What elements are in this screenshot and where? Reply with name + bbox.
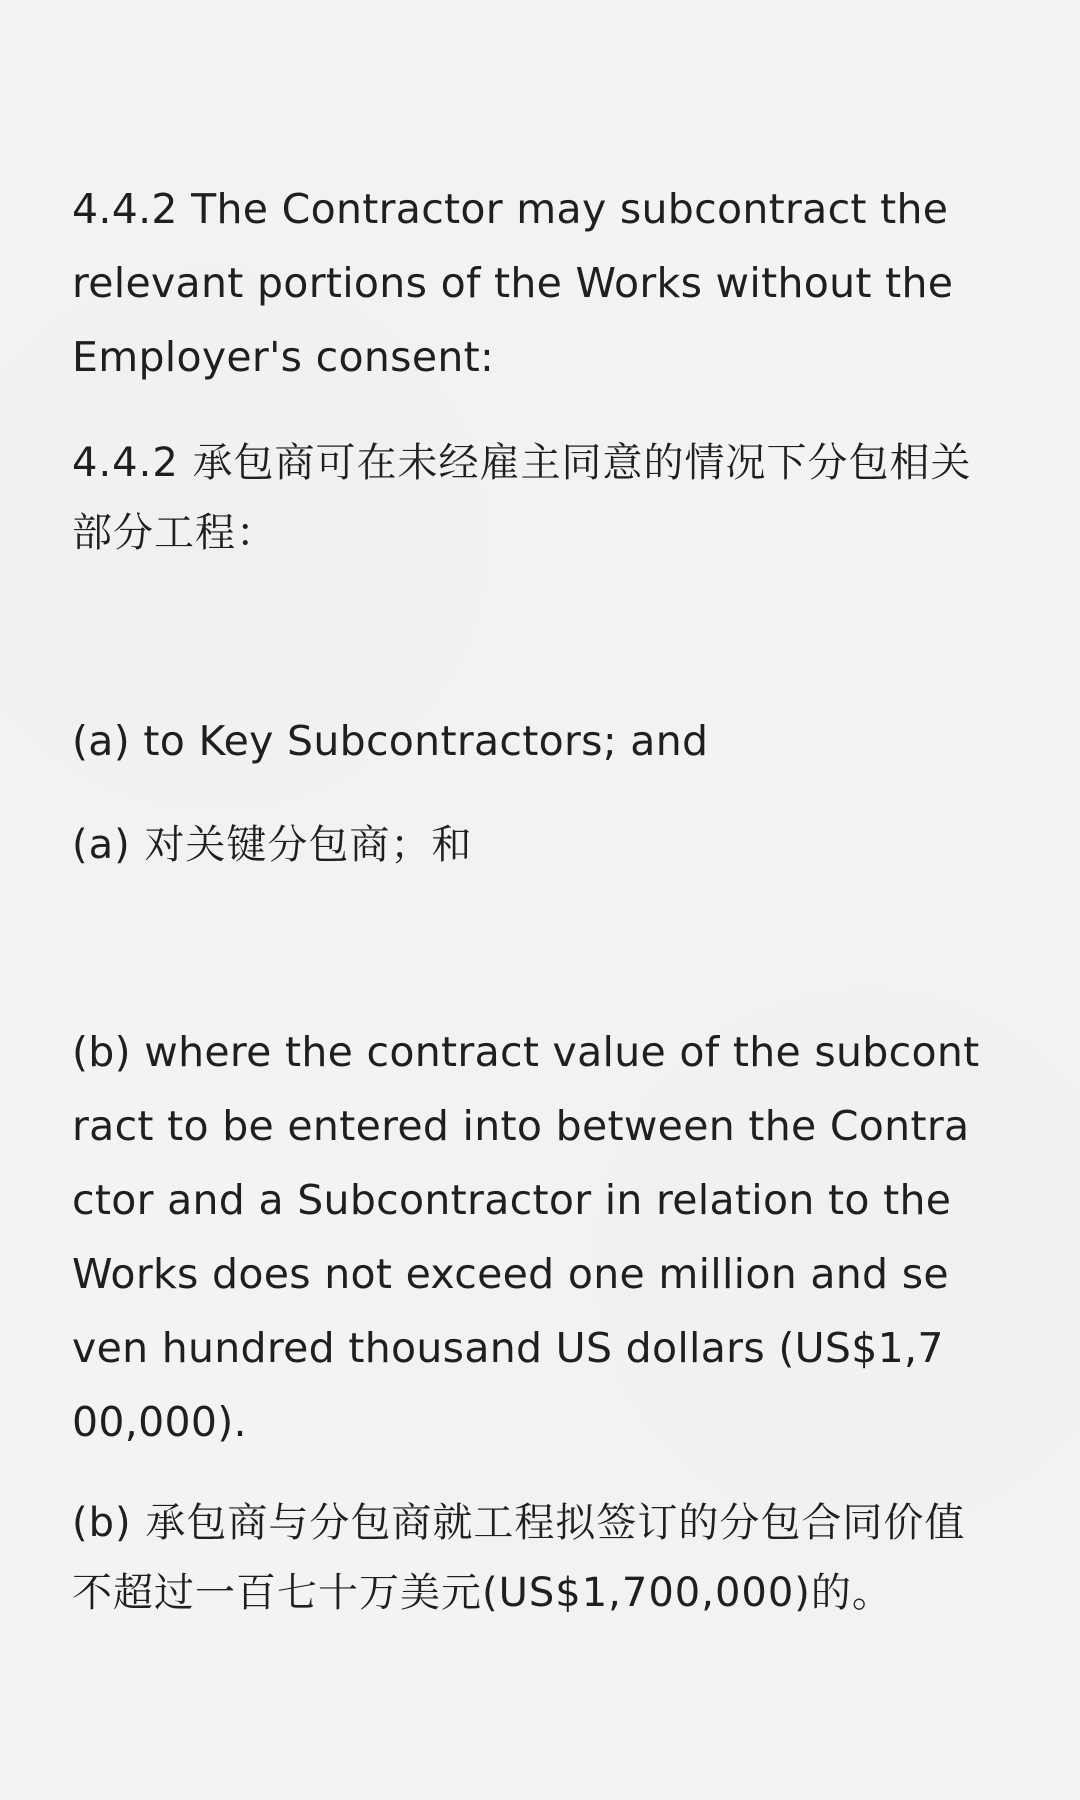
text-line: 不超过一百七十万美元(US$1,700,000)的。: [72, 1570, 893, 1616]
text-line: (b) where the contract value of the subcont: [72, 1028, 980, 1076]
text-line: 部分工程：: [72, 510, 277, 556]
text-line: (a) to Key Subcontractors; and: [72, 717, 709, 765]
text-line: relevant portions of the Works without the: [72, 259, 954, 307]
text-line: 4.4.2 The Contractor may subcontract the: [72, 185, 949, 233]
document-page: [72, 0, 1008, 1800]
text-line: 4.4.2 承包商可在未经雇主同意的情况下分包相关: [72, 440, 972, 486]
text-line: (a) 对关键分包商；和: [72, 822, 473, 868]
item-a-chinese: [72, 810, 1008, 880]
text-line: 00,000).: [72, 1398, 247, 1446]
item-b-chinese: [72, 1488, 1008, 1628]
text-line: Works does not exceed one million and se: [72, 1250, 949, 1298]
text-line: ctor and a Subcontractor in relation to the: [72, 1176, 952, 1224]
text-line: Employer's consent:: [72, 333, 495, 381]
item-b-english: [72, 1015, 1008, 1459]
text-line: (b) 承包商与分包商就工程拟签订的分包合同价值: [72, 1500, 966, 1546]
item-a-english: [72, 704, 1008, 778]
clause-4-4-2-chinese: [72, 428, 1008, 568]
text-line: ven hundred thousand US dollars (US$1,7: [72, 1324, 944, 1372]
text-line: ract to be entered into between the Contra: [72, 1102, 970, 1150]
clause-4-4-2-english: [72, 172, 1008, 394]
